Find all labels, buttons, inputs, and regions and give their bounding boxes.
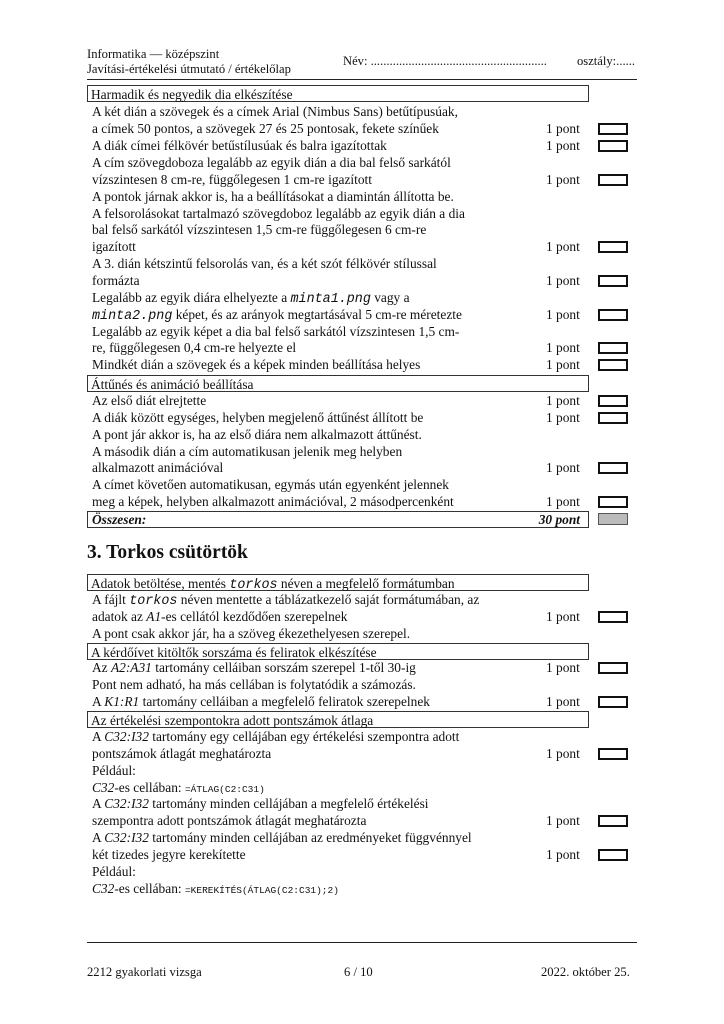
score-box[interactable]	[598, 123, 628, 135]
example-label: Például:	[92, 864, 136, 879]
criterion-line: Legalább az egyik képet a dia bal felső sarkától vízszintesen 1,5 cm-	[92, 324, 460, 339]
criterion-line: Legalább az egyik diára elhelyezte a minta1.png vagy a	[92, 290, 410, 307]
point-label: 1 pont	[546, 340, 580, 355]
criterion-line: a címek 50 pontos, a szövegek 27 és 25 pontosak, fekete színűek	[92, 121, 439, 136]
formula-average: =ÁTLAG(C2:C31)	[184, 784, 265, 795]
criterion-line: Az első diát elrejtette	[92, 393, 207, 408]
criterion-line: igazított	[92, 239, 136, 254]
score-box[interactable]	[598, 309, 628, 321]
score-box[interactable]	[598, 395, 628, 407]
header-rule	[87, 79, 637, 80]
score-box[interactable]	[598, 462, 628, 474]
criterion-line: A C32:I32 tartomány minden cellájában az eredményeket függvénnyel	[92, 830, 472, 845]
criterion-line: A cím szövegdoboza legalább az egyik dián a dia bal felső sarkától	[92, 155, 451, 170]
criterion-line: minta2.png képet, és az arányok megtartásával 5 cm-re méretezte	[92, 307, 462, 324]
header-doc-type: Javítási-értékelési útmutató / értékelőlap	[87, 62, 291, 76]
score-box[interactable]	[598, 849, 628, 861]
example-label: Például:	[92, 763, 136, 778]
criterion-line: vízszintesen 8 cm-re, függőlegesen 1 cm-re igazított	[92, 172, 372, 187]
criterion-line: A 3. dián kétszintű felsorolás van, és a két szót félkövér stílussal	[92, 256, 437, 271]
criterion-line: A címet követően automatikusan, egymás után egyenként jelennek	[92, 477, 449, 492]
total-row	[87, 511, 589, 528]
criterion-line: A diák címei félkövér betűstílusúak és balra igazítottak	[92, 138, 387, 153]
point-label: 1 pont	[546, 609, 580, 624]
section-heading-load: Adatok betöltése, mentés torkos néven a megfelelő formátumban	[87, 574, 589, 591]
point-label: 1 pont	[546, 460, 580, 475]
score-box[interactable]	[598, 815, 628, 827]
score-box[interactable]	[598, 140, 628, 152]
score-box[interactable]	[598, 359, 628, 371]
point-label: 1 pont	[546, 307, 580, 322]
criterion-line: alkalmazott animációval	[92, 460, 224, 475]
score-box[interactable]	[598, 342, 628, 354]
point-label: 1 pont	[546, 121, 580, 136]
footer-rule	[87, 942, 637, 943]
point-label: 1 pont	[546, 273, 580, 288]
score-box[interactable]	[598, 662, 628, 674]
point-label: 1 pont	[546, 847, 580, 862]
criterion-line: Az A2:A31 tartomány celláiban sorszám szerepel 1-től 30-ig	[92, 660, 416, 675]
criterion-note: A pont csak akkor jár, ha a szöveg ékezethelyesen szerepel.	[92, 626, 411, 641]
section-heading-transition: Áttűnés és animáció beállítása	[87, 375, 589, 392]
footer-date: 2022. október 25.	[541, 965, 630, 979]
criterion-line: A C32:I32 tartomány minden cellájában a megfelelő értékelési	[92, 796, 429, 811]
score-box[interactable]	[598, 611, 628, 623]
criterion-note: A pont jár akkor is, ha az első diára nem alkalmazott áttűnést.	[92, 427, 422, 442]
section-heading-slides: Harmadik és negyedik dia elkészítése	[87, 85, 589, 102]
total-score-box	[598, 513, 628, 525]
task-title: 3. Torkos csütörtök	[87, 542, 248, 563]
criterion-note: Pont nem adható, ha más cellában is folytatódik a számozás.	[92, 677, 416, 692]
point-label: 1 pont	[546, 494, 580, 509]
criterion-note: A pontok járnak akkor is, ha a beállításokat a diamintán állította be.	[92, 189, 454, 204]
criterion-line: A C32:I32 tartomány egy cellájában egy értékelési szempontra adott	[92, 729, 460, 744]
total-label: Összesen:	[92, 512, 147, 527]
score-box[interactable]	[598, 748, 628, 760]
filename-minta1: minta1.png	[290, 292, 371, 307]
header-subject: Informatika — középszint	[87, 47, 220, 61]
criterion-line: A diák között egységes, helyben megjelenő áttűnést állított be	[92, 410, 424, 425]
footer-page-number: 6 / 10	[344, 965, 373, 979]
score-box[interactable]	[598, 412, 628, 424]
point-label: 1 pont	[546, 138, 580, 153]
criterion-line: A fájlt torkos néven mentette a táblázatkezelő saját formátumában, az	[92, 592, 480, 609]
criterion-line: A második dián a cím automatikusan jelenik meg helyben	[92, 444, 403, 459]
point-label: 1 pont	[546, 172, 580, 187]
total-value: 30 pont	[538, 512, 580, 527]
criterion-line: két tizedes jegyre kerekítette	[92, 847, 246, 862]
point-label: 1 pont	[546, 410, 580, 425]
header-class-field: osztály:......	[577, 54, 636, 68]
formula-round: =KEREKÍTÉS(ÁTLAG(C2:C31);2)	[184, 885, 339, 896]
point-label: 1 pont	[546, 357, 580, 372]
score-box[interactable]	[598, 496, 628, 508]
filename-minta2: minta2.png	[92, 309, 173, 324]
score-box[interactable]	[598, 275, 628, 287]
example-line: C32-es cellában: =KEREKÍTÉS(ÁTLAG(C2:C31);2)	[92, 881, 339, 896]
criterion-line: A felsorolásokat tartalmazó szövegdoboz legalább az egyik dián a dia	[92, 206, 465, 221]
criterion-line: re, függőlegesen 0,4 cm-re helyezte el	[92, 340, 297, 355]
score-box[interactable]	[598, 174, 628, 186]
point-label: 1 pont	[546, 393, 580, 408]
example-line: C32-es cellában: =ÁTLAG(C2:C31)	[92, 780, 265, 795]
point-label: 1 pont	[546, 813, 580, 828]
point-label: 1 pont	[546, 239, 580, 254]
point-label: 1 pont	[546, 746, 580, 761]
criterion-line: szempontra adott pontszámok átlagát meghatározta	[92, 813, 367, 828]
criterion-line: meg a képek, helyben alkalmazott animációval, 2 másodpercenként	[92, 494, 454, 509]
score-box[interactable]	[598, 696, 628, 708]
criterion-line: adatok az A1-es cellától kezdődően szerepelnek	[92, 609, 348, 624]
criterion-line: A K1:R1 tartomány celláiban a megfelelő feliratok szerepelnek	[92, 694, 430, 709]
footer-exam: 2212 gyakorlati vizsga	[87, 965, 202, 979]
section-heading-average: Az értékelési szempontokra adott pontszámok átlaga	[87, 711, 589, 728]
criterion-line: pontszámok átlagát meghatározta	[92, 746, 272, 761]
score-box[interactable]	[598, 241, 628, 253]
criterion-line: Mindkét dián a szövegek és a képek minden beállítása helyes	[92, 357, 421, 372]
point-label: 1 pont	[546, 694, 580, 709]
point-label: 1 pont	[546, 660, 580, 675]
criterion-line: formázta	[92, 273, 140, 288]
criterion-line: A két dián a szövegek és a címek Arial (Nimbus Sans) betűtípusúak,	[92, 104, 458, 119]
header-name-field: Név: ........................................................	[343, 54, 547, 68]
section-heading-numbering: A kérdőívet kitöltők sorszáma és feliratok elkészítése	[87, 643, 589, 660]
criterion-line: bal felső sarkától vízszintesen 1,5 cm-re függőlegesen 6 cm-re	[92, 222, 427, 237]
